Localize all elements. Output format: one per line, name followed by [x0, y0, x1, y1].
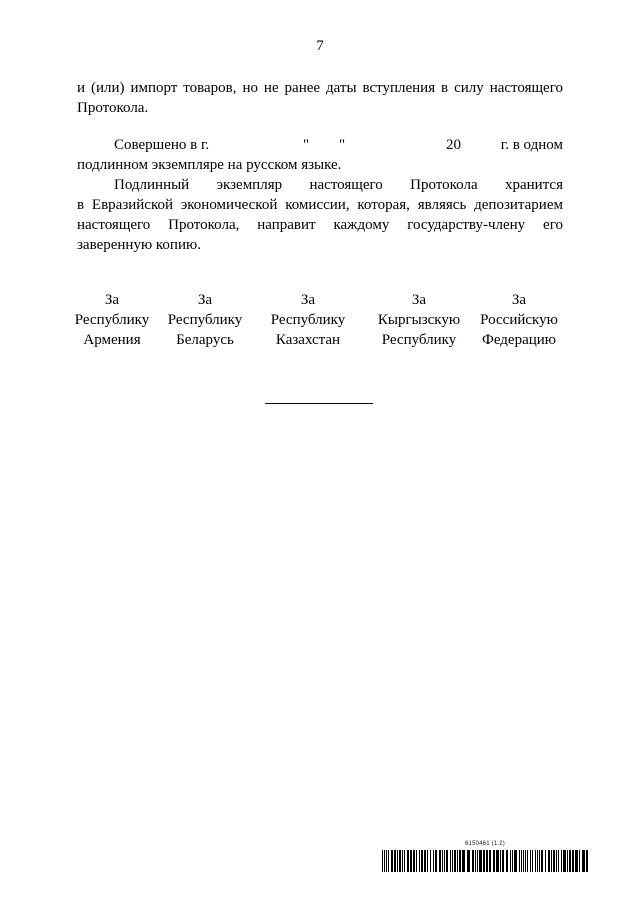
barcode-bar — [506, 850, 508, 872]
barcode-bar — [467, 850, 470, 872]
barcode-bar — [444, 850, 445, 872]
barcode-bar — [475, 850, 476, 872]
barcode-bar — [427, 850, 428, 872]
barcode-bar — [479, 850, 482, 872]
signatory-kazakhstan — [248, 290, 368, 350]
barcode-bar — [421, 850, 423, 872]
barcode-bar — [527, 850, 528, 872]
barcode-bar — [384, 850, 385, 872]
paragraph-line: заверенную копию. — [77, 237, 201, 253]
barcode-bar — [521, 850, 522, 872]
signatory-line3: Армения — [83, 332, 141, 348]
barcode-bar — [433, 850, 434, 872]
barcode-bar — [430, 850, 431, 872]
barcode-bar — [496, 850, 499, 872]
barcode-bar — [391, 850, 393, 872]
barcode-bar — [525, 850, 526, 872]
barcode-bar — [399, 850, 401, 872]
barcode-bar — [382, 850, 383, 872]
barcode-bar — [407, 850, 409, 872]
barcode-bar — [539, 850, 540, 872]
barcode-bar — [545, 850, 546, 872]
signatory-line2: Российскую — [480, 312, 558, 328]
barcode-bar — [424, 850, 426, 872]
signatory-line2: Республику — [74, 312, 150, 328]
paragraph-line: настоящего Протокола, направит каждому государству-члену его — [77, 217, 563, 233]
signatory-line2: Кыргызскую — [377, 312, 461, 328]
barcode-bar — [553, 850, 555, 872]
barcode-bar — [435, 850, 437, 872]
signatory-for: За — [300, 292, 316, 308]
signatory-belarus — [145, 290, 265, 350]
barcode-bar — [442, 850, 443, 872]
signatory-line3: Республику — [381, 332, 457, 348]
barcode-bar — [493, 850, 495, 872]
barcode-bar — [483, 850, 485, 872]
barcode-bar — [558, 850, 559, 872]
barcode-bar — [575, 850, 578, 872]
signatory-line3: Федерацию — [481, 332, 557, 348]
paragraph-original-copy — [77, 175, 563, 255]
barcode-label: 6150461 (1.2) — [465, 841, 505, 847]
barcode-bar — [572, 850, 574, 872]
barcode-bar — [416, 850, 417, 872]
barcode-bar — [551, 850, 552, 872]
done-in-line — [77, 135, 563, 155]
paragraph-line: подлинном экземпляре на русском языке. — [77, 157, 342, 173]
barcode-bar — [459, 850, 461, 872]
done-in-label: Совершено в г. — [114, 137, 210, 153]
barcode-bar — [586, 850, 588, 872]
barcode-bar — [402, 850, 403, 872]
barcode-bar — [388, 850, 389, 872]
barcode-bar — [535, 850, 536, 872]
barcode-bar — [582, 850, 585, 872]
barcode-bar — [514, 850, 517, 872]
barcode-bar — [394, 850, 396, 872]
barcode-bar — [462, 850, 465, 872]
signatory-for: За — [511, 292, 527, 308]
barcode — [382, 850, 590, 872]
barcode-bar — [537, 850, 538, 872]
paragraph-line: в Евразийской экономической комиссии, которая, являясь депозитарием — [77, 197, 563, 213]
barcode-bar — [561, 850, 562, 872]
signatory-line2: Республику — [270, 312, 346, 328]
paragraph-import-clause — [77, 78, 563, 118]
paragraph-line: Протокола. — [77, 100, 149, 116]
barcode-bar — [450, 850, 451, 872]
barcode-bar — [457, 850, 458, 872]
barcode-bar — [419, 850, 420, 872]
barcode-bar — [413, 850, 415, 872]
signatory-for: За — [197, 292, 213, 308]
paragraph-line: Подлинный экземпляр настоящего Протокола хранится — [114, 177, 563, 193]
quote-open: " — [303, 137, 310, 153]
barcode-bar — [569, 850, 571, 872]
barcode-bar — [404, 850, 405, 872]
year-prefix: 20 — [446, 137, 461, 153]
paragraph-line: и (или) импорт товаров, но не ранее даты вступления в силу настоящего — [77, 80, 563, 96]
signatory-line2: Республику — [167, 312, 243, 328]
signatory-line3: Беларусь — [176, 332, 234, 348]
barcode-bar — [548, 850, 550, 872]
barcode-bar — [446, 850, 448, 872]
barcode-bar — [386, 850, 387, 872]
barcode-bar — [530, 850, 531, 872]
barcode-bar — [477, 850, 478, 872]
signatory-line3: Казахстан — [275, 332, 341, 348]
barcode-bar — [439, 850, 441, 872]
page-number: 7 — [316, 38, 324, 54]
barcode-bar — [500, 850, 501, 872]
barcode-bar — [567, 850, 568, 872]
signatory-for: За — [411, 292, 427, 308]
barcode-bar — [512, 850, 513, 872]
barcode-bar — [454, 850, 456, 872]
barcode-bar — [523, 850, 524, 872]
barcode-bar — [502, 850, 504, 872]
barcode-bar — [397, 850, 398, 872]
barcode-bar — [532, 850, 533, 872]
closing-rule — [265, 403, 373, 404]
paragraph-done-in — [77, 135, 563, 175]
quote-close: " — [339, 137, 346, 153]
barcode-bar — [452, 850, 453, 872]
barcode-bar — [510, 850, 511, 872]
signatory-for: За — [104, 292, 120, 308]
barcode-bar — [519, 850, 520, 872]
barcode-bar — [472, 850, 474, 872]
barcode-bar — [541, 850, 543, 872]
done-in-tail: г. в одном — [500, 137, 563, 153]
barcode-bar — [489, 850, 491, 872]
barcode-bar — [579, 850, 580, 872]
barcode-bar — [410, 850, 412, 872]
barcode-bar — [556, 850, 557, 872]
barcode-bar — [563, 850, 566, 872]
signatory-russia — [459, 290, 579, 350]
barcode-bar — [486, 850, 488, 872]
